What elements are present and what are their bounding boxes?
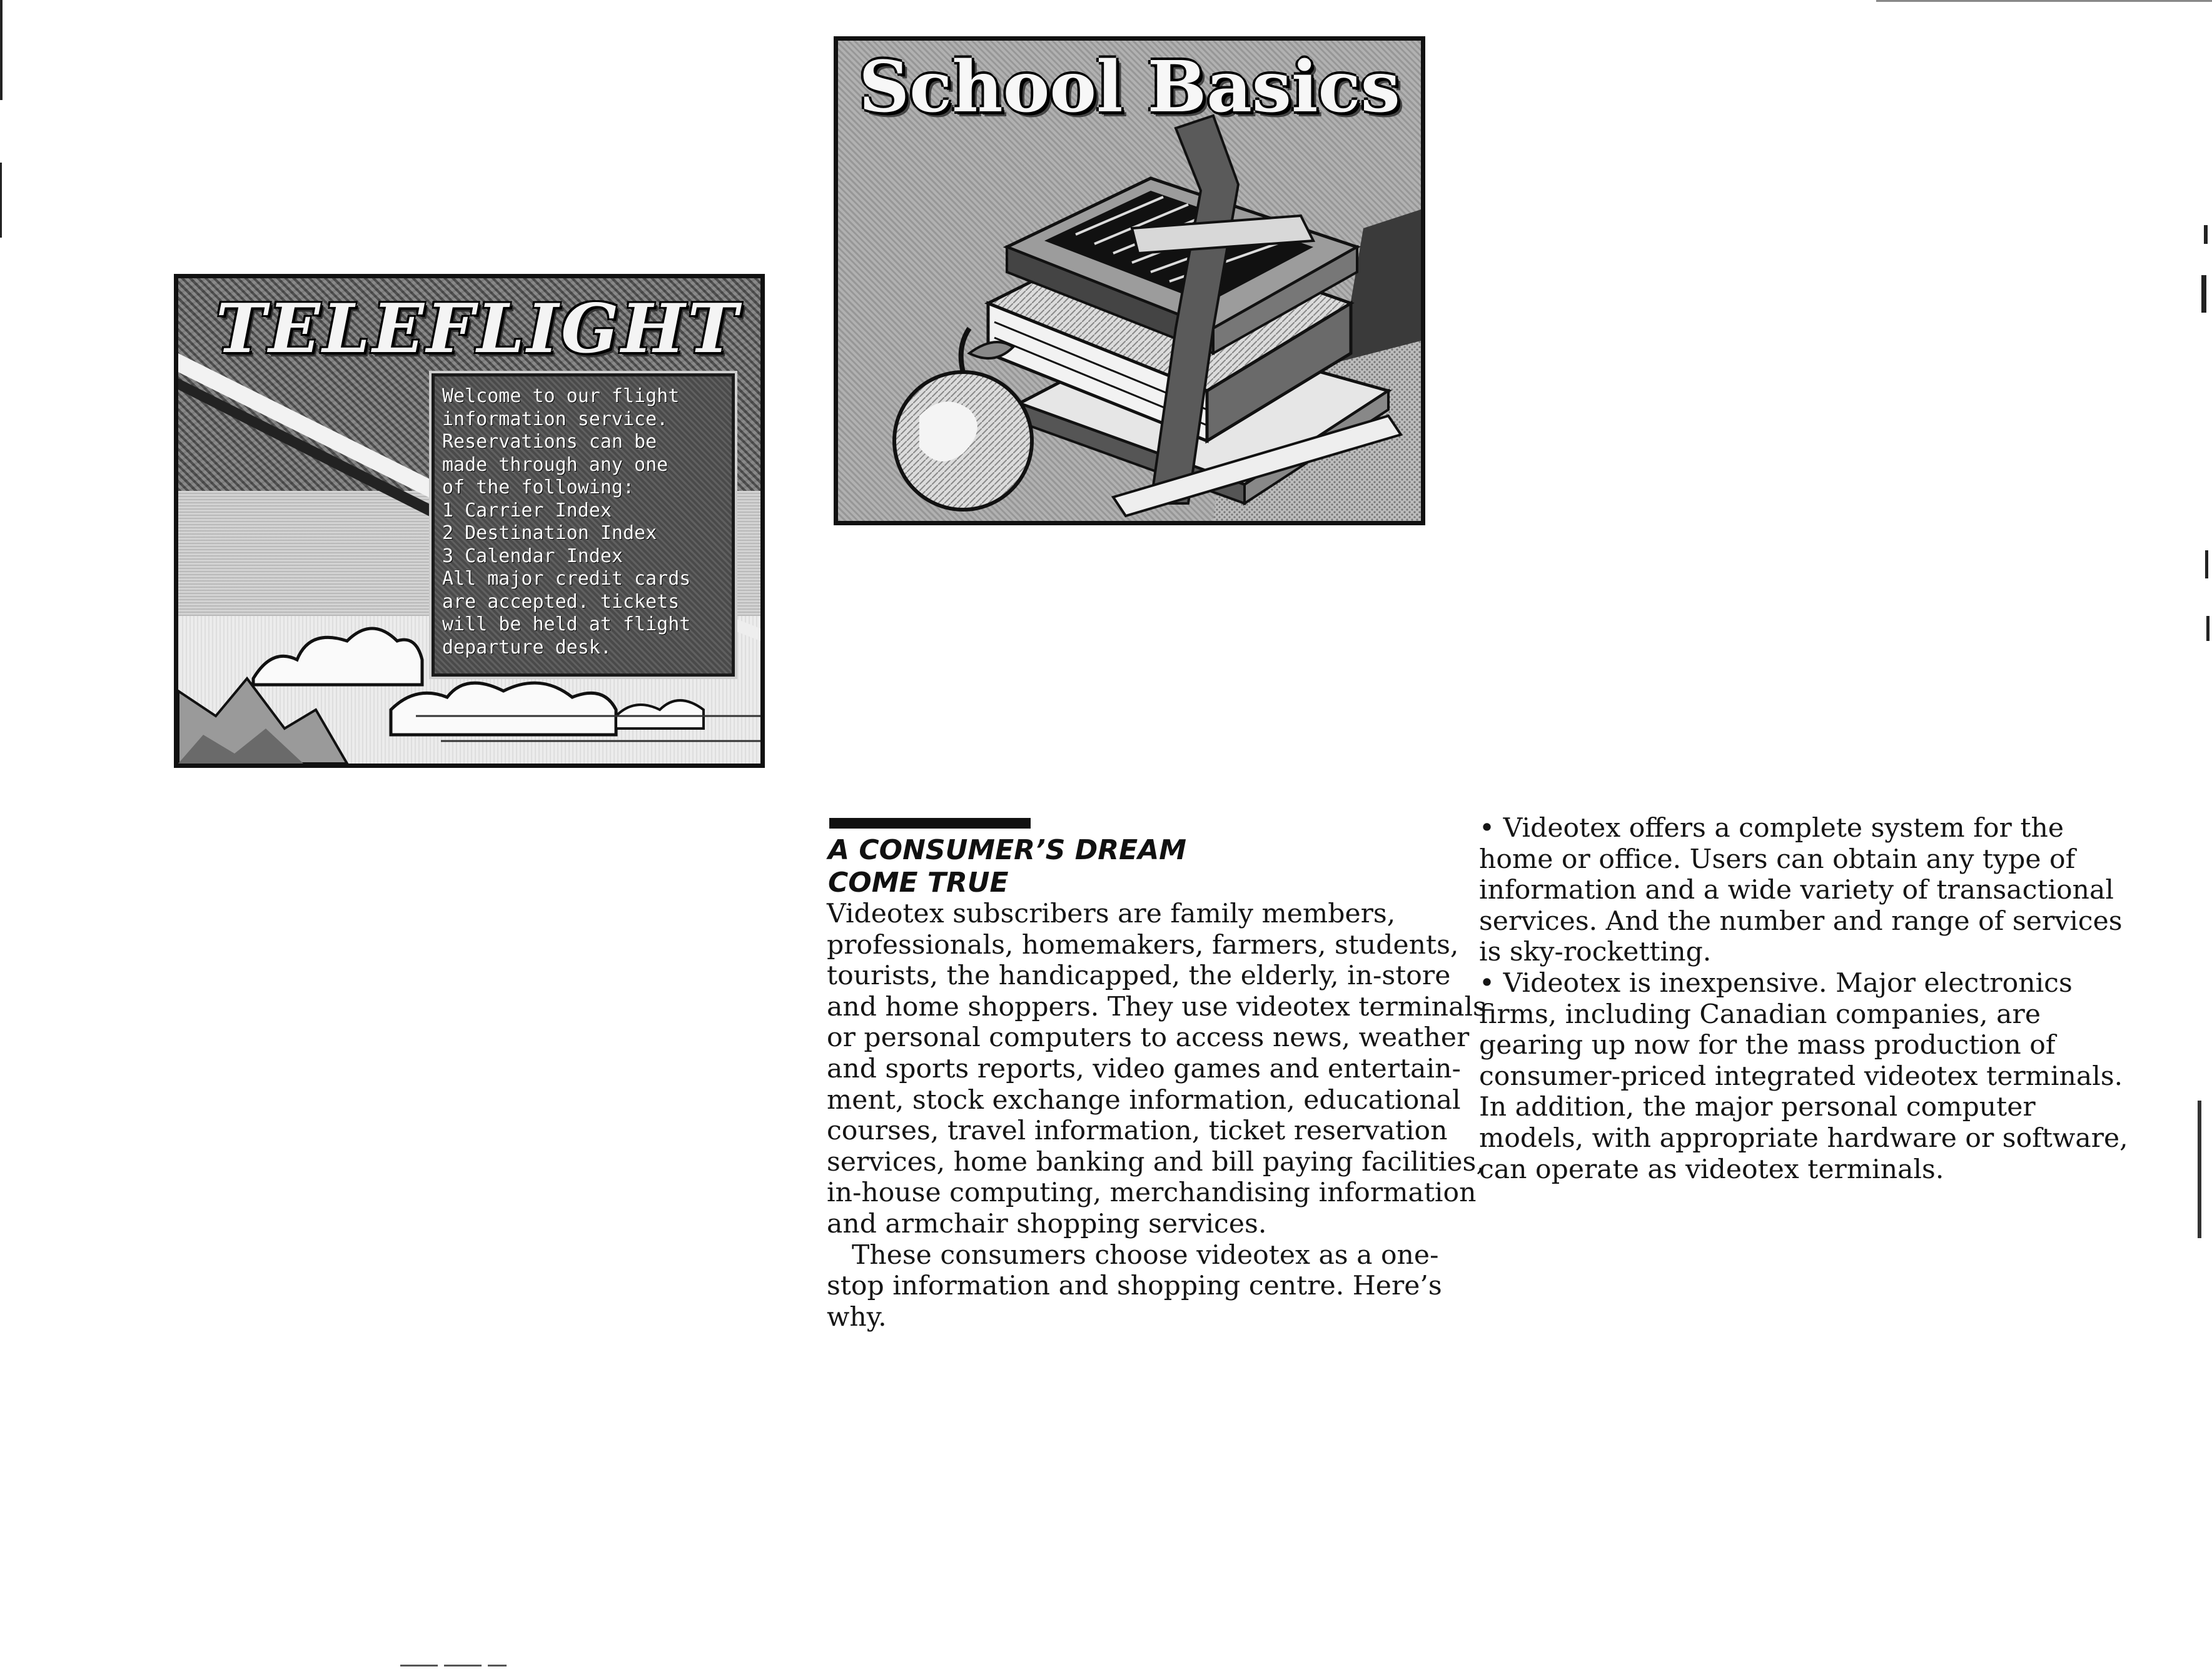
body-text-line: ment, stock exchange information, educational xyxy=(827,1084,1461,1116)
body-text-line: why. xyxy=(827,1301,887,1333)
footer-mark xyxy=(488,1665,507,1666)
body-text-line: home or office. Users can obtain any type of xyxy=(1479,844,2076,875)
teleflight-screen-line: Reservations can be xyxy=(442,431,657,453)
article-heading-line: COME TRUE xyxy=(828,867,1009,899)
body-text-line: gearing up now for the mass production of xyxy=(1479,1030,2056,1061)
teleflight-screen-line: information service. xyxy=(442,408,669,430)
body-text-line: professionals, homemakers, farmers, students, xyxy=(827,929,1459,961)
body-text-line: courses, travel information, ticket reservation xyxy=(827,1116,1448,1147)
teleflight-screen-line: 2 Destination Index xyxy=(442,522,657,544)
school-basics-screen-image xyxy=(834,36,1425,525)
teleflight-info-panel xyxy=(432,373,735,677)
body-text-line: in-house computing, merchandising information xyxy=(827,1177,1477,1209)
article-left-column xyxy=(827,899,1487,1333)
teleflight-screen-line: 3 Calendar Index xyxy=(442,545,623,567)
scan-edge-mark xyxy=(2205,550,2208,578)
body-text-line: consumer-priced integrated videotex terminals. xyxy=(1479,1061,2123,1092)
scan-edge-mark xyxy=(2204,225,2208,244)
body-text-line: stop information and shopping centre. Here’s xyxy=(827,1271,1442,1302)
scan-edge-mark xyxy=(0,0,3,100)
teleflight-screen-image xyxy=(174,274,765,768)
scan-edge-mark xyxy=(1876,0,2212,2)
body-text-line: or personal computers to access news, weather xyxy=(827,1022,1470,1054)
body-text-line: In addition, the major personal computer xyxy=(1479,1092,2036,1123)
body-text-line: and home shoppers. They use videotex terminals xyxy=(827,991,1487,1022)
body-text-line: models, with appropriate hardware or software, xyxy=(1479,1122,2128,1154)
heading-rule-bar xyxy=(829,818,1031,829)
body-text-line: and armchair shopping services. xyxy=(827,1208,1267,1239)
body-text-line: firms, including Canadian companies, are xyxy=(1479,999,2041,1030)
body-text-line: Videotex subscribers are family members, xyxy=(827,899,1396,929)
body-text-line: services. And the number and range of services xyxy=(1479,905,2123,937)
article-right-column xyxy=(1479,813,2128,1185)
teleflight-screen-line: Welcome to our flight xyxy=(442,385,680,407)
footer-mark xyxy=(400,1665,438,1666)
teleflight-screen-line: departure desk. xyxy=(442,636,612,658)
body-text-line: services, home banking and bill paying facilities, xyxy=(827,1146,1485,1177)
scan-edge-mark xyxy=(0,163,2,238)
teleflight-screen-line: of the following: xyxy=(442,476,635,498)
teleflight-title: TELEFLIGHT xyxy=(216,290,740,368)
body-text-line: and sports reports, video games and entertain- xyxy=(827,1053,1461,1084)
scan-edge-mark xyxy=(2206,616,2209,641)
body-text-line: • Videotex is inexpensive. Major electronics xyxy=(1479,967,2073,999)
body-text-line: is sky-rocketting. xyxy=(1479,937,1712,968)
article-heading xyxy=(828,834,1391,899)
teleflight-screen-line: will be held at flight xyxy=(442,613,691,635)
body-text-line: information and a wide variety of transactional xyxy=(1479,875,2114,906)
teleflight-screen-line: All major credit cards xyxy=(442,568,691,590)
teleflight-screen-line: are accepted. tickets xyxy=(442,590,680,613)
article-heading-line: A CONSUMER’S DREAM xyxy=(828,834,1187,866)
body-text-line: tourists, the handicapped, the elderly, in-store xyxy=(827,961,1451,992)
school-basics-title: School Basics xyxy=(859,46,1400,128)
scan-edge-mark xyxy=(2201,275,2206,313)
body-text-line: These consumers choose videotex as a one- xyxy=(852,1239,1439,1271)
body-text-line: can operate as videotex terminals. xyxy=(1479,1154,1944,1185)
teleflight-screen-line: 1 Carrier Index xyxy=(442,499,612,522)
body-text-line: • Videotex offers a complete system for the xyxy=(1479,813,2064,844)
teleflight-screen-line: made through any one xyxy=(442,453,669,476)
scan-edge-mark xyxy=(2198,1101,2201,1238)
footer-mark xyxy=(444,1665,482,1666)
